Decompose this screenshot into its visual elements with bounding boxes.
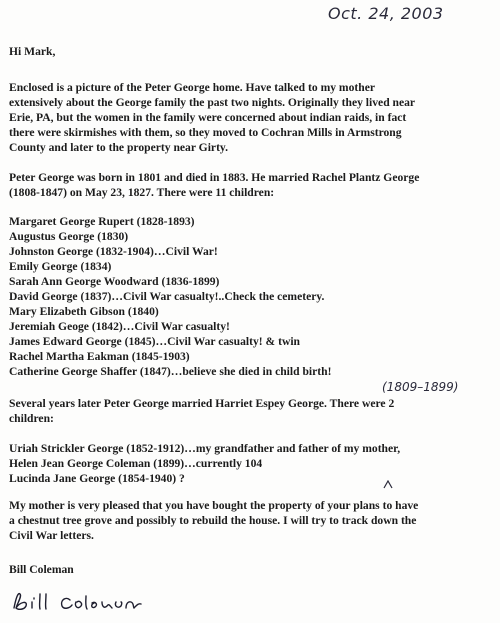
greeting: Hi Mark, (9, 45, 56, 58)
handwritten-insert-mark (383, 480, 393, 490)
child-9: James Edward George (1845)…Civil War casualty! & twin (9, 335, 301, 348)
para1-line-5: County and later to the property near Girty. (9, 141, 228, 154)
para2-line-2: (1808-1847) on May 23, 1827. There were 11 children: (9, 186, 275, 199)
para1-line-2: extensively about the George family the past two nights. Originally they lived near (9, 96, 416, 109)
para4-line-3: Civil War letters. (9, 529, 94, 542)
child-8: Jeremiah Geoge (1842)…Civil War casualty! (9, 320, 230, 333)
child-7: Mary Elizabeth Gibson (1840) (9, 305, 159, 318)
handwritten-dates-annotation: (1809–1899) (382, 380, 459, 394)
child2-1: Uriah Strickler George (1852-1912)…my grandfather and father of my mother, (9, 442, 401, 455)
child-5: Sarah Ann George Woodward (1836-1899) (9, 275, 220, 288)
child-4: Emily George (1834) (9, 260, 112, 273)
handwritten-date: Oct. 24, 2003 (328, 4, 444, 23)
child-1: Margaret George Rupert (1828-1893) (9, 215, 195, 228)
para1-line-1: Enclosed is a picture of the Peter George home. Have talked to my mother (9, 81, 375, 94)
handwritten-signature (10, 588, 200, 616)
child-2: Augustus George (1830) (9, 230, 129, 243)
para3-line-2: children: (9, 412, 54, 425)
closing-name: Bill Coleman (9, 563, 74, 576)
para3-line-1: Several years later Peter George married Harriet Espey George. There were 2 (9, 397, 395, 410)
para4-line-2: a chestnut tree grove and possibly to rebuild the house. I will try to track down the (9, 514, 417, 527)
child-3: Johnston George (1832-1904)…Civil War! (9, 245, 218, 258)
child2-2: Helen Jean George Coleman (1899)…currently 104 (9, 457, 263, 470)
para1-line-3: Erie, PA, but the women in the family were concerned about indian raids, in fact (9, 111, 407, 124)
para4-line-1: My mother is very pleased that you have bought the property of your plans to have (9, 499, 419, 512)
para1-line-4: there were skirmishes with them, so they moved to Cochran Mills in Armstrong (9, 126, 402, 139)
child-6: David George (1837)…Civil War casualty!..Check the cemetery. (9, 290, 325, 303)
child-10: Rachel Martha Eakman (1845-1903) (9, 350, 190, 363)
child-11: Catherine George Shaffer (1847)…believe she died in child birth! (9, 365, 332, 378)
para2-line-1: Peter George was born in 1801 and died in 1883. He married Rachel Plantz George (9, 171, 420, 184)
child2-3: Lucinda Jane George (1854-1940) ? (9, 472, 185, 485)
